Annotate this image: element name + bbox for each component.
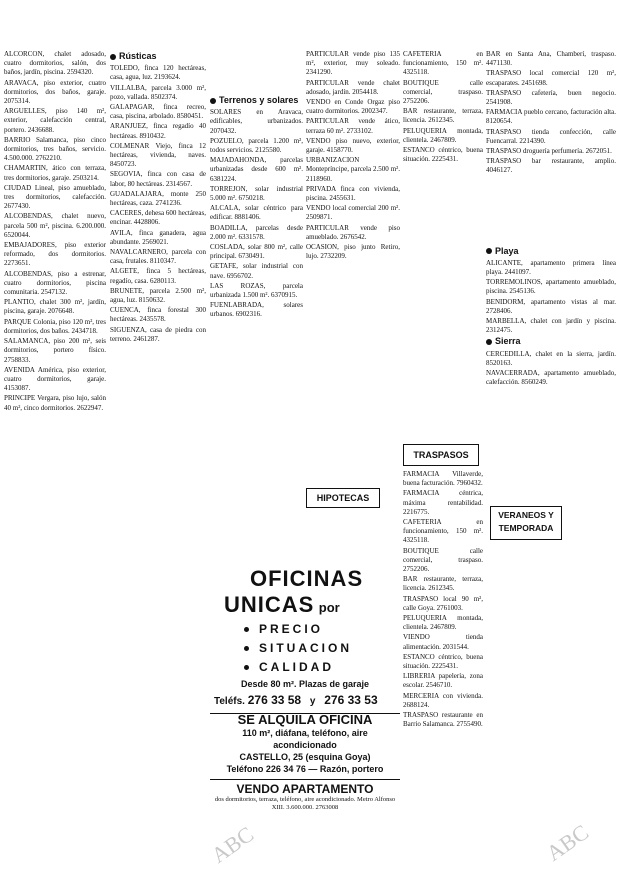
ad-line: Desde 80 m². Plazas de garaje <box>240 679 370 689</box>
ad-subtitle: UNICAS <box>224 592 315 617</box>
bullet-icon <box>210 98 216 104</box>
classified-ad: NAVACERRADA, apartamento amueblado, calefacción. 8560249. <box>486 369 616 387</box>
classified-ad: GUADALAJARA, monte 250 hectáreas, caza. 2741236. <box>110 189 206 208</box>
classified-ad: BAR en Santa Ana, Chamberí, traspaso. 4471130. <box>486 50 616 68</box>
classified-ad: BOADILLA, parcelas desde 2.000 m². 6331578. <box>210 223 303 241</box>
classified-ad: TRASPASO tienda confección, calle Fuencarral. 2214390. <box>486 127 616 145</box>
classified-ad: PARTICULAR vende piso 135 m², exterior, muy soleado. 2341290. <box>306 50 400 77</box>
classified-ad: SOLARES en Aravaca, edificables, urbanizados. 2070432. <box>210 108 303 135</box>
ad-vendo <box>210 782 400 812</box>
classified-ad: ESTANCO céntrico, buena situación. 2225431. <box>403 652 483 671</box>
classified-ad: FARMACIA céntrica, máxima rentabilidad. 2216775. <box>403 489 483 516</box>
ad-phones: Teléfs. 276 33 58 y 276 33 53 <box>214 693 378 707</box>
classified-ad: FUENLABRADA, solares urbanos. 6902316. <box>210 301 303 319</box>
classified-ad: VENDO piso nuevo, exterior, garaje. 4158770. <box>306 136 400 155</box>
box-veraneos: VERANEOS Y TEMPORADA <box>490 506 562 540</box>
classified-ad: PARQUE Colonia, piso 120 m², tres dormitorios, dos baños. 2434718. <box>4 317 106 335</box>
column-3 <box>210 50 303 550</box>
watermark: ABC <box>206 821 259 868</box>
classified-ad: BOUTIQUE calle comercial, traspaso. 2752206. <box>403 78 483 106</box>
watermark: ABC <box>541 819 594 866</box>
ad-title: OFICINAS <box>250 566 364 591</box>
classified-ad: ALICANTE, apartamento primera línea playa. 2441097. <box>486 258 616 277</box>
classified-ad: BAR restaurante, terraza, licencia. 2612345. <box>403 107 483 125</box>
ad-alquila <box>210 712 400 780</box>
ad-item: SITUACION <box>244 639 400 658</box>
classified-ad: GETAFE, solar industrial con nave. 6956702. <box>210 262 303 280</box>
ad-text: dos dormitorios, terraza, teléfono, aire acondicionado. Metro Alfonso XIII. 3.600.000. 2763008 <box>214 796 396 811</box>
column-5 <box>403 470 483 858</box>
ad-line: Teléfono 226 34 76 — Razón, portero <box>226 764 384 774</box>
bullet-icon <box>486 339 492 345</box>
column-2 <box>110 50 206 858</box>
classified-ad: ALCORCON, chalet adosado, cuatro dormitorios, salón, dos baños, jardín, piscina. 2594320. <box>4 50 106 77</box>
column-4 <box>306 50 400 480</box>
classified-ad: AVILA, finca ganadera, agua abundante. 2569021. <box>110 228 206 246</box>
classified-ad: BENIDORM, apartamento vistas al mar. 2728406. <box>486 297 616 315</box>
section-header-rusticas: Rústicas <box>110 52 206 61</box>
classified-ad: CERCEDILLA, chalet en la sierra, jardín. 8520163. <box>486 349 616 367</box>
classified-ad: BRUNETE, parcela 2.500 m², agua, luz. 8150632. <box>110 286 206 305</box>
classified-ad: TORREMOLINOS, apartamento amueblado, piscina. 2545136. <box>486 278 616 296</box>
box-traspasos: TRASPASOS <box>403 444 479 466</box>
classified-ad: ALCOBENDAS, chalet nuevo, parcela 500 m², piscina. 6.200.000. 6520044. <box>4 212 106 239</box>
classified-ad: OCASION, piso junto Retiro, lujo. 2732209. <box>306 243 400 261</box>
classified-ad: TRASPASO local 90 m², calle Goya. 2761003. <box>403 594 483 612</box>
classified-ad: TRASPASO local comercial 120 m², escaparates. 2451698. <box>486 69 616 87</box>
classified-ad: PARTICULAR vende ático, terraza 60 m². 2733102. <box>306 117 400 135</box>
classified-ad: COLMENAR Viejo, finca 12 hectáreas, vivienda, naves. 8450723. <box>110 141 206 169</box>
classified-ad: MARBELLA, chalet con jardín y piscina. 2312475. <box>486 317 616 335</box>
classified-ad: POZUELO, parcela 1.200 m², todos servicios. 2125580. <box>210 136 303 155</box>
classified-ad: TOLEDO, finca 120 hectáreas, casa, agua, luz. 2193624. <box>110 64 206 82</box>
ad-oficinas <box>210 566 400 717</box>
classified-ad: VENDO local comercial 200 m². 2509871. <box>306 204 400 222</box>
classified-ad: COSLADA, solar 800 m², calle principal. 6730491. <box>210 243 303 261</box>
bullet-icon <box>110 54 116 60</box>
classified-ad: CIUDAD Lineal, piso amueblado, tres dormitorios, calefacción. 2677430. <box>4 183 106 211</box>
classified-ad: CAFETERIA en funcionamiento, 150 m². 4325118. <box>403 50 483 77</box>
classified-ad: PLANTIO, chalet 300 m², jardín, piscina, garaje. 2076648. <box>4 298 106 316</box>
classified-ad: SEGOVIA, finca con casa de labor, 80 hectáreas. 2314567. <box>110 170 206 188</box>
classified-ad: ALCOBENDAS, piso a estrenar, cuatro dormitorios, piscina comunitaria. 2547132. <box>4 269 106 297</box>
classified-ad: VILLALBA, parcela 3.000 m², pozo, vallada. 8502374. <box>110 83 206 101</box>
classified-ad: EMBAJADORES, piso exterior reformado, dos dormitorios. 2273651. <box>4 241 106 268</box>
ad-item: CALIDAD <box>244 658 400 677</box>
classified-ad: ARANJUEZ, finca regadío 40 hectáreas. 8910432. <box>110 122 206 140</box>
classified-ad: ALGETE, finca 5 hectáreas, regadío, casa. 6280113. <box>110 267 206 285</box>
classified-ad: URBANIZACION Montepríncipe, parcela 2.500 m². 2118960. <box>306 156 400 183</box>
classified-ad: BAR restaurante, terraza, licencia. 2612345. <box>403 575 483 593</box>
classified-ad: PELUQUERIA montada, clientela. 2467809. <box>403 614 483 632</box>
column-1 <box>4 50 106 858</box>
classified-ad: MAJADAHONDA, parcelas urbanizadas desde 600 m². 6381224. <box>210 156 303 183</box>
ad-items <box>244 620 400 677</box>
ad-line: CASTELLO, 25 (esquina Goya) <box>239 752 371 762</box>
column-6 <box>486 50 616 858</box>
classified-ad: AVENIDA América, piso exterior, cuatro dormitorios, garaje. 4153087. <box>4 365 106 393</box>
classified-ad: TRASPASO bar restaurante, amplio. 4046127. <box>486 157 616 175</box>
ad-title: SE ALQUILA OFICINA <box>237 712 373 727</box>
classified-ad: CACERES, dehesa 600 hectáreas, encinar. 4428806. <box>110 209 206 227</box>
classified-ad: TRASPASO restaurante en Barrio Salamanca. 2755490. <box>403 711 483 729</box>
classified-ad: FARMACIA pueblo cercano, facturación alta. 8120654. <box>486 108 616 126</box>
classified-ad: BOUTIQUE calle comercial, traspaso. 2752206. <box>403 546 483 574</box>
classified-ad: CAFETERIA en funcionamiento, 150 m². 4325118. <box>403 518 483 545</box>
classified-ad: VIENDO tienda alimentación. 2031544. <box>403 633 483 651</box>
section-header-sierra: Sierra <box>486 337 616 346</box>
classified-ad: CHAMARTIN, ático con terraza, tres dormitorios, garaje. 2503214. <box>4 164 106 182</box>
classified-ad: PRINCIPE Vergara, piso lujo, salón 40 m², cinco dormitorios. 2622947. <box>4 394 106 412</box>
classified-ad: PARTICULAR vende piso amueblado. 2676542. <box>306 223 400 241</box>
classified-ad: LAS ROZAS, parcela urbanizada 1.500 m². 6370915. <box>210 281 303 300</box>
column-5-top <box>403 50 483 430</box>
classified-ad: TRASPASO cafetería, buen negocio. 2541908. <box>486 88 616 107</box>
classified-ad: TORREJON, solar industrial 5.000 m². 6750218. <box>210 184 303 203</box>
classified-ad: SIGUENZA, casa de piedra con terreno. 2461287. <box>110 325 206 343</box>
classified-ad: CUENCA, finca forestal 300 hectáreas. 2435578. <box>110 306 206 324</box>
ad-subtitle-por: por <box>318 600 340 615</box>
classified-ad: ARGUELLES, piso 140 m², exterior, calefacción central, portero. 2436688. <box>4 107 106 134</box>
section-header-terrenos: Terrenos y solares <box>210 96 303 105</box>
classified-ad: ESTANCO céntrico, buena situación. 2225431. <box>403 146 483 164</box>
classified-ad: VENDO en Conde Orgaz piso cuatro dormitorios. 2002347. <box>306 98 400 116</box>
classified-ad: PELUQUERIA montada, clientela. 2467809. <box>403 126 483 144</box>
classified-ad: MERCERIA con vivienda. 2688124. <box>403 691 483 709</box>
ad-title: VENDO APARTAMENTO <box>236 782 374 796</box>
classified-ad: TRASPASO droguería perfumería. 2672051. <box>486 147 612 156</box>
ad-item: PRECIO <box>244 620 400 639</box>
ad-line: 110 m², diáfana, teléfono, aire acondicionado <box>242 728 368 750</box>
bullet-icon <box>486 248 492 254</box>
classified-ad: LIBRERIA papelería, zona escolar. 2546710. <box>403 672 483 690</box>
classified-ad: ALCALA, solar céntrico para edificar. 8881406. <box>210 204 303 222</box>
classified-ad: SALAMANCA, piso 200 m², seis dormitorios, portero físico. 2758833. <box>4 337 106 364</box>
classified-ad: ARAVACA, piso exterior, cuatro dormitorios, dos baños, garaje. 2075314. <box>4 78 106 106</box>
classified-ad: NAVALCARNERO, parcela con casa, frutales. 8110347. <box>110 248 206 266</box>
classified-ad: BARRIO Salamanca, piso cinco dormitorios, tres baños, servicio. 4.500.000. 2762210. <box>4 135 106 163</box>
classified-ad: PRIVADA finca con vivienda, piscina. 2455631. <box>306 184 400 203</box>
divider <box>210 779 400 780</box>
classified-ad: GALAPAGAR, finca recreo, casa, piscina, arbolado. 8580451. <box>110 103 206 121</box>
section-header-playa: Playa <box>486 247 616 256</box>
box-hipotecas: HIPOTECAS <box>306 488 380 508</box>
classified-ad: PARTICULAR vende chalet adosado, jardín. 2054418. <box>306 78 400 96</box>
classified-ad: FARMACIA Villaverde, buena facturación. 7960432. <box>403 470 483 488</box>
